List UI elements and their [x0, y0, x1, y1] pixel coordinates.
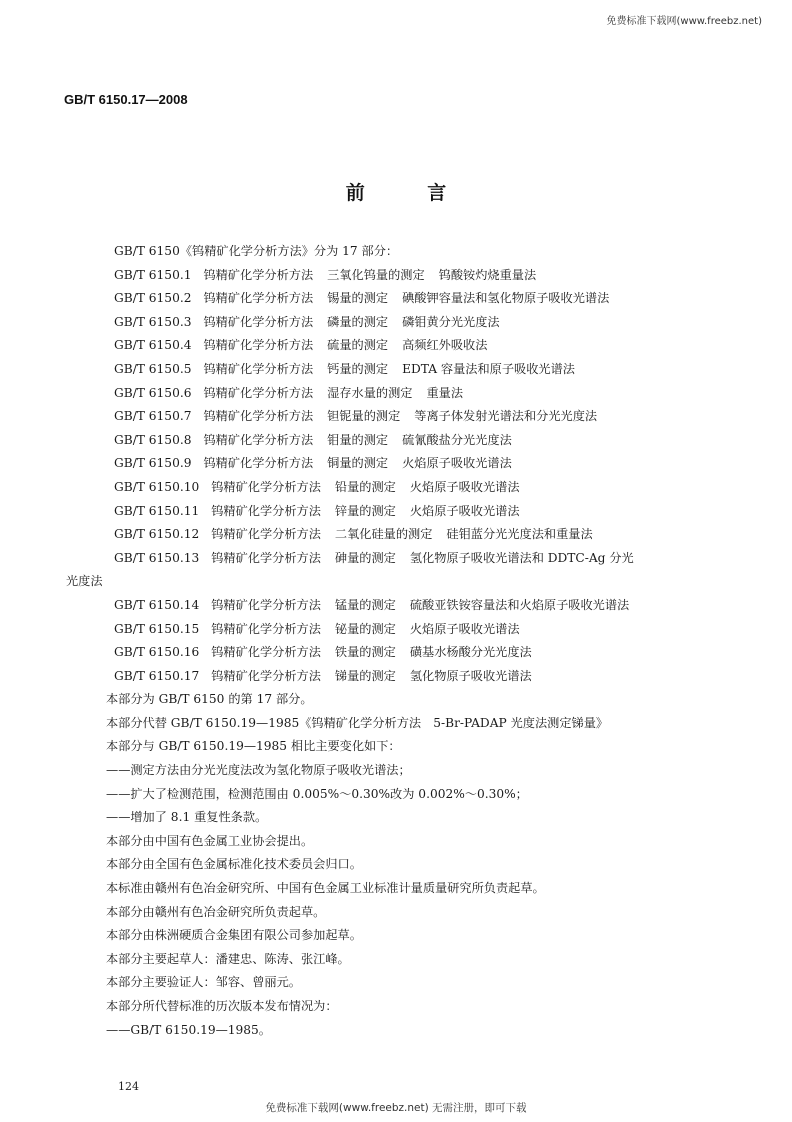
part-item: 锌量的测定	[334, 503, 396, 518]
part-line	[86, 618, 716, 642]
part-series: 钨精矿化学分析方法	[211, 503, 321, 518]
part-code: GB/T 6150.11	[114, 503, 200, 518]
part-item: 钼量的测定	[327, 432, 389, 447]
part-series: 钨精矿化学分析方法	[203, 314, 314, 329]
paragraph-list	[86, 688, 716, 1042]
part-code: GB/T 6150.5	[114, 361, 192, 376]
paragraph-line: 本部分由中国有色金属工业协会提出。	[106, 833, 314, 848]
paragraph-line: ——扩大了检测范围，检测范围由 0.005%～0.30%改为 0.002%～0.30%；	[106, 786, 528, 801]
page-number: 124	[118, 1080, 139, 1093]
part-method: 火焰原子吸收光谱法	[409, 503, 520, 518]
paragraph-line: ——GB/T 6150.19—1985。	[106, 1022, 271, 1037]
part-series: 钨精矿化学分析方法	[203, 409, 314, 424]
part-line	[86, 476, 716, 500]
part-code: GB/T 6150.16	[114, 645, 200, 660]
part-method: 高频红外吸收法	[402, 338, 488, 353]
paragraph-line: ——增加了 8.1 重复性条款。	[106, 810, 268, 825]
paragraph-line: 本部分主要起草人：潘建忠、陈涛、张江峰。	[106, 951, 350, 966]
part-series: 钨精矿化学分析方法	[211, 645, 321, 660]
part-item: 锰量的测定	[334, 597, 396, 612]
part-item: 锑量的测定	[334, 668, 396, 683]
standard-code: GB/T 6150.17—2008	[64, 92, 188, 107]
part-item: 硫量的测定	[327, 338, 389, 353]
part-method: 火焰原子吸收光谱法	[409, 479, 520, 494]
part-code: GB/T 6150.2	[114, 291, 192, 306]
part-line	[86, 594, 716, 618]
top-watermark: 免费标准下载网(www.freebz.net)	[606, 16, 762, 27]
part-item: 铅量的测定	[334, 479, 396, 494]
paragraph-line: 本部分主要验证人：邹容、曾丽元。	[106, 975, 301, 990]
part-item: 二氧化硅量的测定	[334, 527, 433, 542]
part-series: 钨精矿化学分析方法	[203, 267, 314, 282]
part-line-continuation: 光度法	[66, 574, 103, 589]
part-series: 钨精矿化学分析方法	[203, 456, 314, 471]
paragraph-line: 本部分为 GB/T 6150 的第 17 部分。	[106, 692, 313, 707]
part-code: GB/T 6150.1	[114, 267, 192, 282]
part-code: GB/T 6150.17	[114, 668, 200, 683]
part-code: GB/T 6150.6	[114, 385, 192, 400]
part-item: 磷量的测定	[327, 314, 389, 329]
part-line	[86, 547, 716, 571]
part-line	[86, 287, 716, 311]
paragraph-line: 本部分由株洲硬质合金集团有限公司参加起草。	[106, 928, 362, 943]
part-code: GB/T 6150.9	[114, 456, 192, 471]
part-series: 钨精矿化学分析方法	[211, 479, 321, 494]
part-code: GB/T 6150.8	[114, 432, 192, 447]
part-line	[86, 429, 716, 453]
part-method: EDTA 容量法和原子吸收光谱法	[402, 361, 575, 376]
paragraph-line: 本部分与 GB/T 6150.19—1985 相比主要变化如下：	[106, 739, 401, 754]
part-series: 钨精矿化学分析方法	[203, 361, 314, 376]
part-line	[86, 523, 716, 547]
page-title: 前 言	[345, 182, 475, 204]
paragraph-line: 本部分所代替标准的历次版本发布情况为：	[106, 999, 338, 1013]
paragraph-line: 本部分代替 GB/T 6150.19—1985《钨精矿化学分析方法 5-Br-PADAP 光度法测定锑量》	[106, 715, 609, 730]
part-method: 火焰原子吸收光谱法	[402, 456, 512, 471]
part-line	[86, 334, 716, 358]
part-code: GB/T 6150.12	[114, 527, 200, 542]
part-series: 钨精矿化学分析方法	[211, 527, 321, 542]
bottom-watermark: 免费标准下载网(www.freebz.net) 无需注册，即可下载	[265, 1102, 527, 1114]
part-method: 硫酸亚铁铵容量法和火焰原子吸收光谱法	[409, 597, 630, 612]
parts-list	[66, 264, 716, 689]
part-line	[86, 405, 716, 429]
part-code: GB/T 6150.3	[114, 314, 192, 329]
part-code: GB/T 6150.13	[114, 550, 200, 565]
part-series: 钨精矿化学分析方法	[203, 338, 314, 353]
part-item: 铋量的测定	[334, 621, 396, 636]
part-method: 硫氰酸盐分光光度法	[402, 432, 512, 447]
intro-line: GB/T 6150《钨精矿化学分析方法》分为 17 部分：	[114, 244, 399, 258]
paragraph-line: 本标准由赣州有色冶金研究所、中国有色金属工业标准计量质量研究所负责起草。	[106, 881, 545, 896]
part-series: 钨精矿化学分析方法	[211, 668, 321, 683]
part-line	[86, 452, 716, 476]
part-item: 锡量的测定	[327, 291, 389, 306]
part-method: 重量法	[426, 385, 464, 400]
part-series: 钨精矿化学分析方法	[211, 621, 321, 636]
part-method: 磷钼黄分光光度法	[402, 314, 500, 329]
part-item: 砷量的测定	[334, 550, 396, 565]
part-code: GB/T 6150.4	[114, 338, 192, 353]
part-item: 三氧化钨量的测定	[327, 267, 425, 282]
part-item: 钽铌量的测定	[327, 409, 401, 424]
part-line	[86, 358, 716, 382]
part-code: GB/T 6150.10	[114, 479, 200, 494]
part-method: 等离子体发射光谱法和分光光度法	[414, 409, 598, 424]
part-series: 钨精矿化学分析方法	[203, 385, 314, 400]
part-series: 钨精矿化学分析方法	[203, 432, 314, 447]
paragraph-line: 本部分由赣州有色冶金研究所负责起草。	[106, 904, 326, 919]
part-code: GB/T 6150.15	[114, 621, 200, 636]
paragraph-line: ——测定方法由分光光度法改为氢化物原子吸收光谱法；	[106, 763, 411, 778]
part-item: 湿存水量的测定	[327, 385, 413, 400]
part-series: 钨精矿化学分析方法	[203, 291, 314, 306]
part-item: 铜量的测定	[327, 456, 389, 471]
part-method: 钨酸铵灼烧重量法	[438, 267, 537, 282]
part-line	[86, 641, 716, 665]
part-code: GB/T 6150.14	[114, 597, 200, 612]
part-method: 火焰原子吸收光谱法	[409, 621, 520, 636]
part-method: 碘酸钾容量法和氢化物原子吸收光谱法	[402, 291, 610, 306]
part-series: 钨精矿化学分析方法	[211, 597, 321, 612]
foreword-body	[66, 240, 716, 1042]
part-line	[86, 311, 716, 335]
part-line	[86, 382, 716, 406]
part-series: 钨精矿化学分析方法	[211, 550, 321, 565]
part-method: 硅钼蓝分光光度法和重量法	[446, 527, 593, 542]
part-method: 氢化物原子吸收光谱法和 DDTC-Ag 分光	[409, 550, 634, 565]
part-line	[86, 500, 716, 524]
part-method: 磺基水杨酸分光光度法	[409, 645, 532, 660]
paragraph-line: 本部分由全国有色金属标准化技术委员会归口。	[106, 857, 362, 872]
part-method: 氢化物原子吸收光谱法	[409, 668, 532, 683]
part-line	[86, 264, 716, 288]
part-item: 铁量的测定	[334, 645, 396, 660]
part-line	[86, 665, 716, 689]
part-code: GB/T 6150.7	[114, 409, 192, 424]
part-item: 钙量的测定	[327, 361, 389, 376]
